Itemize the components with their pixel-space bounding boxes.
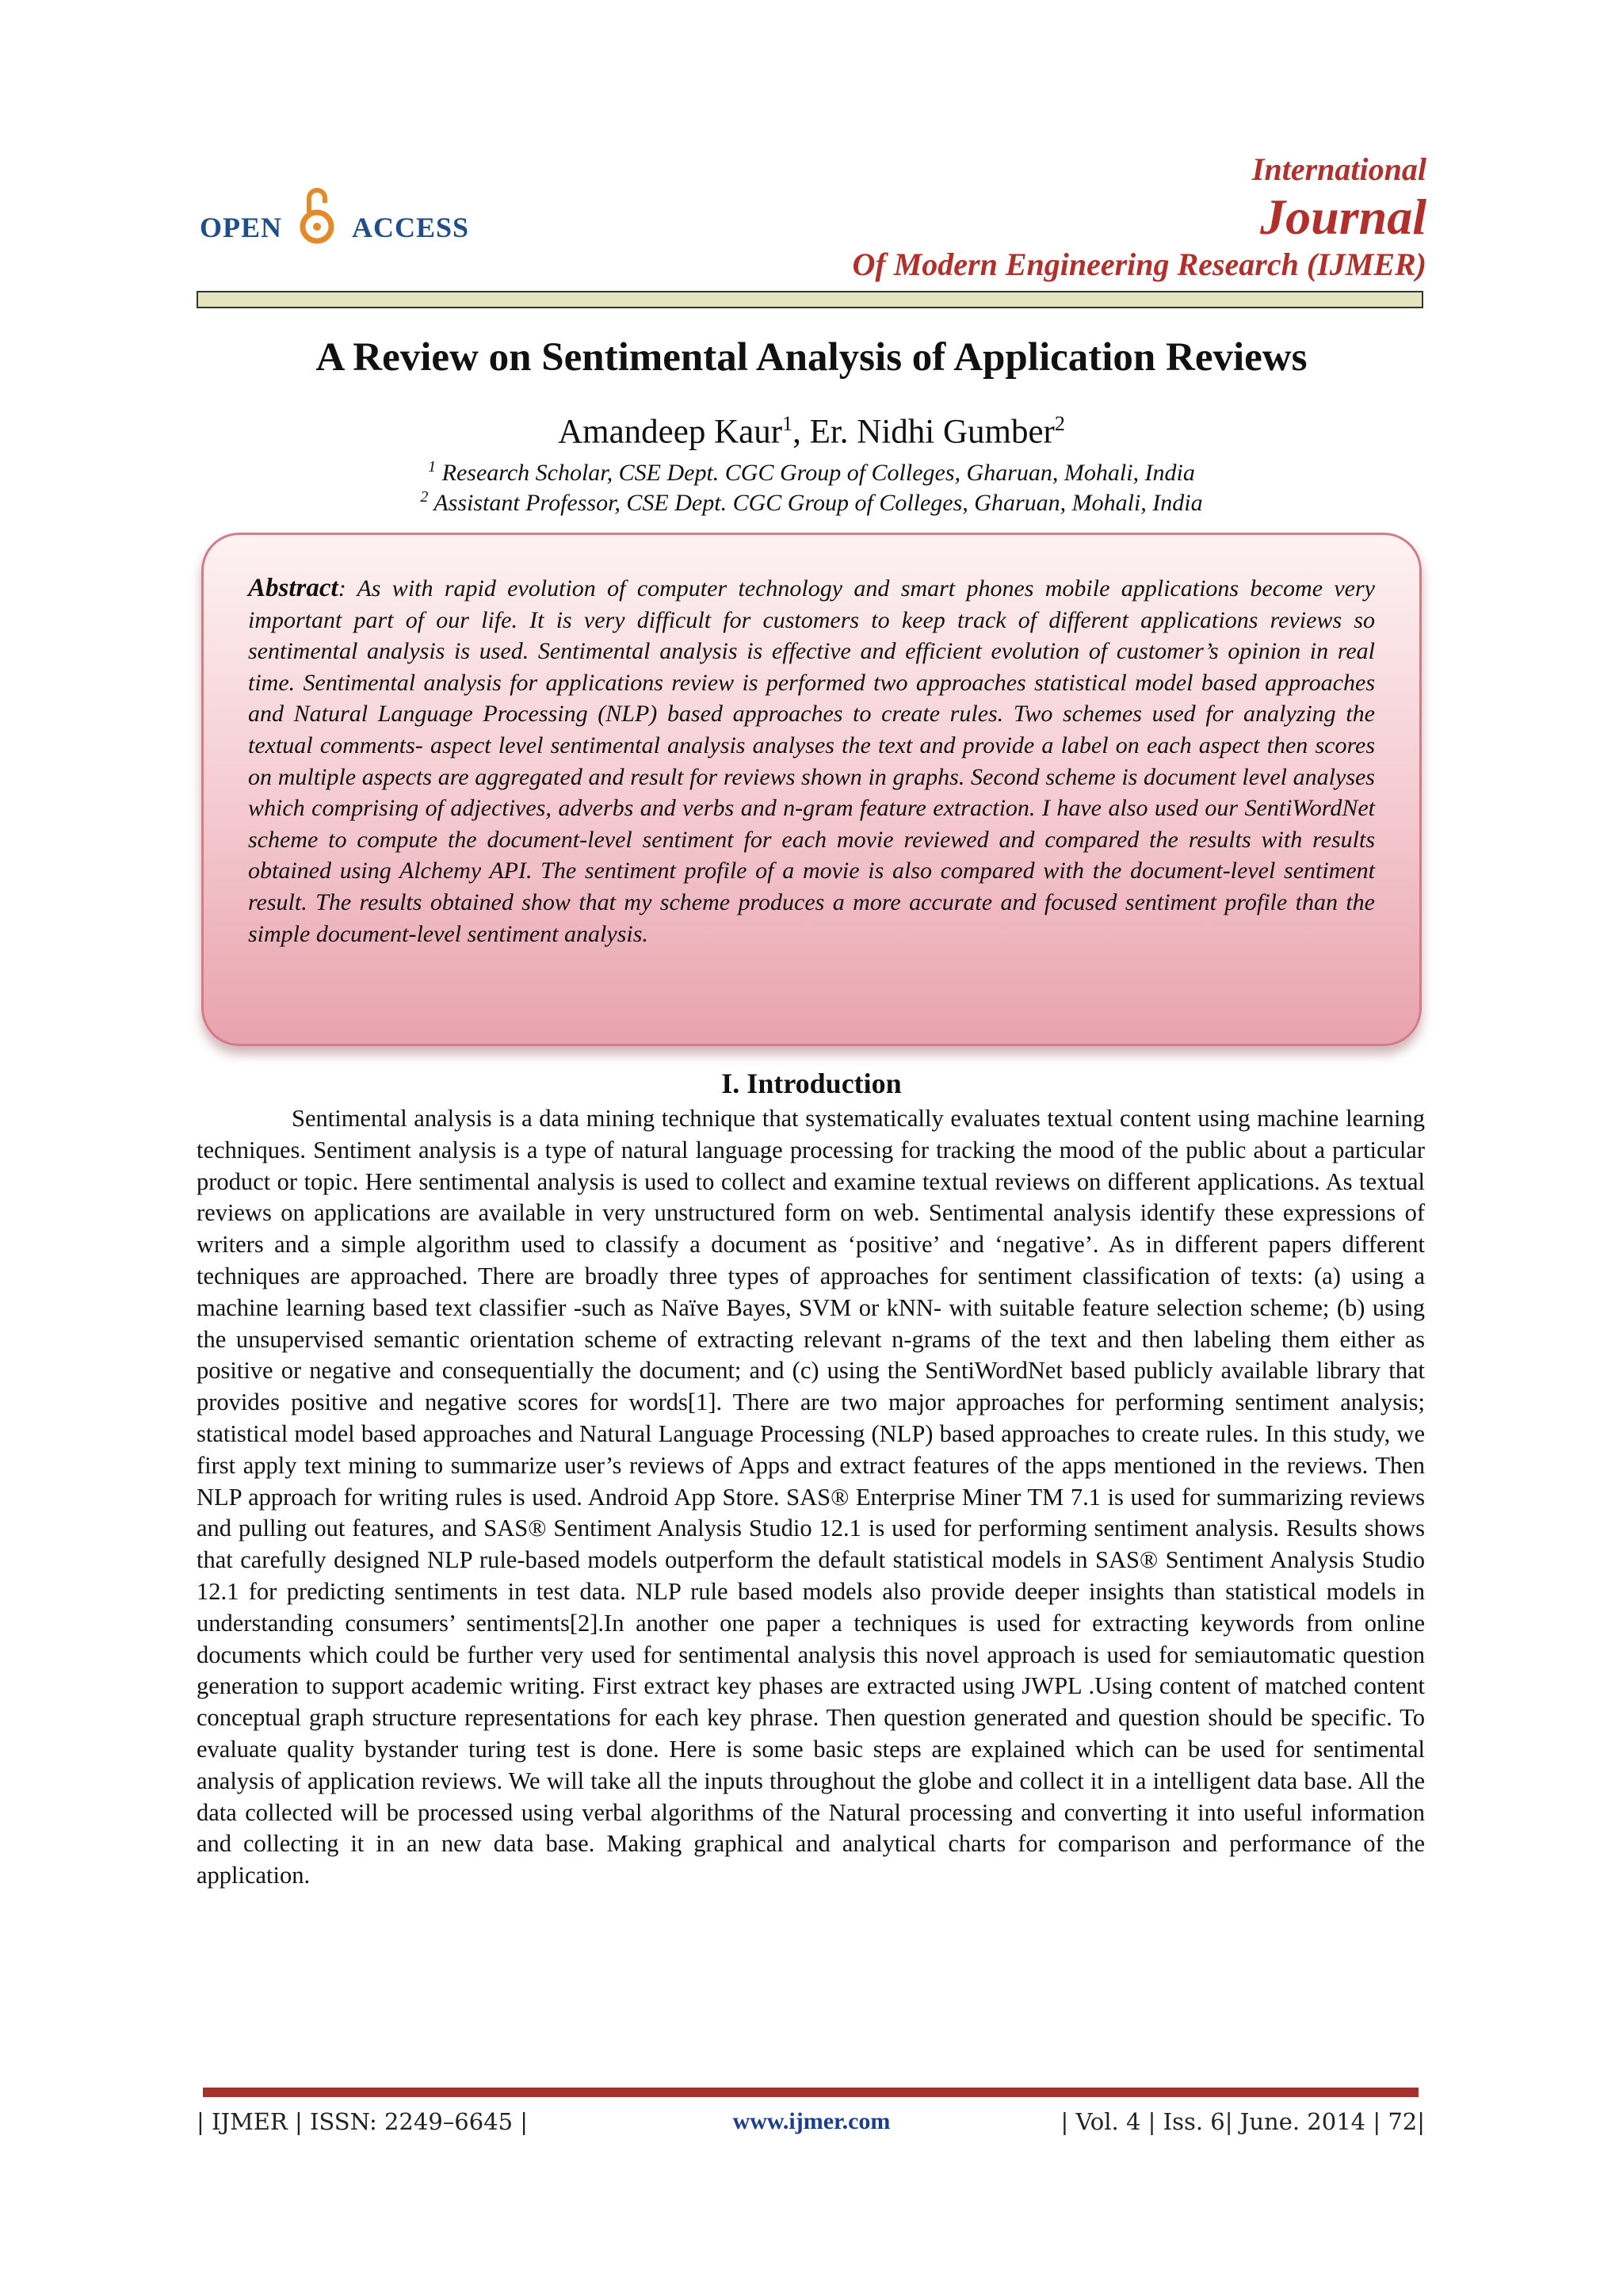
affiliation-2-sup: 2: [420, 488, 429, 506]
author-1-sup: 1: [782, 412, 793, 435]
abstract-paragraph: [248, 573, 1375, 949]
author-2: Er. Nidhi Gumber: [809, 413, 1055, 451]
abstract-box: [201, 533, 1422, 1046]
abstract-text: : As with rapid evolution of computer technology and smart phones mobile applications become very important part of our life. It is very difficult for customers to keep track of different applications reviews so sentimental analysis is used. Sentimental analysis is effective and efficient evolution of customer’s opinion in real time. Sentimental analysis for applications review is performed two approaches statistical model based approaches and Natural Language Processing (NLP) based approaches to create rules. Two schemes used for analyzing the textual comments- aspect level sentimental analysis analyses the text and provide a label on each aspect then scores on multiple aspects are aggregated and result for reviews shown in graphs. Second scheme is document level analyses which comprising of adjectives, adverbs and verbs and n-gram feature extraction. I have also used our SentiWordNet scheme to compute the document-level sentiment for each movie reviewed and compared the results with results obtained using Alchemy API. The sentiment profile of a movie is also compared with the document-level sentiment result. The results obtained show that my scheme produces a more accurate and focused sentiment profile than the simple document-level sentiment analysis.: [248, 575, 1375, 947]
paper-title: A Review on Sentimental Analysis of Application Reviews: [315, 335, 1308, 380]
footer-volume-info: | Vol. 4 | Iss. 6| June. 2014 | 72|: [1060, 2108, 1425, 2135]
affiliation-2-text: Assistant Professor, CSE Dept. CGC Group of Colleges, Gharuan, Mohali, India: [433, 490, 1203, 516]
author-1: Amandeep Kaur: [558, 413, 783, 451]
footer-website-link[interactable]: www.ijmer.com: [732, 2108, 891, 2134]
footer-issn: | IJMER | ISSN: 2249–6645 |: [197, 2108, 529, 2135]
footer-rule: [203, 2088, 1419, 2097]
header-divider-bar: [197, 291, 1423, 308]
introduction-body: Sentimental analysis is a data mining technique that systematically evaluates textual content using machine learning techniques. Sentiment analysis is a type of natural language processing for tracking the mood of the public about a particular product or topic. Here sentimental analysis is used to collect and examine textual reviews on different applications. As textual reviews on applications are available in very unstructured form on web. Sentimental analysis identify these expressions of writers and a simple algorithm used to classify a document as ‘positive’ and ‘negative’. As in different papers different techniques are approached. There are broadly three types of approaches for sentiment classification of texts: (a) using a machine learning based text classifier -such as Naïve Bayes, SVM or kNN- with suitable feature selection scheme; (b) using the unsupervised semantic orientation scheme of extracting relevant n-grams of the text and then labeling them either as positive or negative and consequentially the document; and (c) using the SentiWordNet based publicly available library that provides positive and negative scores for words[1]. There are two major approaches for performing sentiment analysis; statistical model based approaches and Natural Language Processing (NLP) based approaches to create rules. In this study, we first apply text mining to summarize user’s reviews of Apps and extract features of the apps mentioned in the reviews. Then NLP approach for writing rules is used. Android App Store. SAS® Enterprise Miner TM 7.1 is used for summarizing reviews and pulling out features, and SAS® Sentiment Analysis Studio 12.1 is used for performing sentiment analysis. Results shows that carefully designed NLP rule-based models outperform the default statistical models in SAS® Sentiment Analysis Studio 12.1 for predicting sentiments in test data. NLP rule based models also provide deeper insights than statistical models in understanding consumers’ sentiments[2].In another one paper a techniques is used for extracting keywords from online documents which could be further very used for sentimental analysis this novel approach is used for semiautomatic question generation to support academic writing. First extract key phases are extracted using JWPL .Using content of matched content conceptual graph structure representations for each key phrase. Then question generated and question should be specific. To evaluate quality bystander turing test is done. Here is some basic steps are explained which can be used for sentimental analysis of application reviews. We will take all the inputs throughout the globe and collect it in a intelligent data base. All the data collected will be processed using verbal algorithms of the Natural processing and converting it into useful information and collecting it in an new data base. Making graphical and analytical charts for comparison and performance of the application.: [197, 1105, 1425, 1889]
affiliation-1-text: Research Scholar, CSE Dept. CGC Group of Colleges, Gharuan, Mohali, India: [441, 460, 1195, 486]
affiliation-2: [0, 488, 1623, 517]
author-2-sup: 2: [1054, 412, 1065, 435]
journal-line-international: International: [1251, 151, 1426, 187]
access-label: ACCESS: [352, 212, 470, 243]
author-line: [0, 412, 1623, 451]
affiliation-1-sup: 1: [428, 458, 437, 476]
abstract-label: Abstract: [248, 574, 338, 602]
open-access-logo: [200, 197, 469, 258]
journal-masthead: [852, 151, 1426, 284]
affiliation-1: [0, 458, 1623, 487]
section-heading-introduction: I. Introduction: [721, 1068, 902, 1099]
open-label: OPEN: [200, 212, 283, 243]
journal-line-journal: Journal: [1260, 189, 1426, 245]
author-separator: ,: [792, 413, 810, 451]
open-access-lock-icon: [300, 185, 334, 247]
journal-line-subtitle: Of Modern Engineering Research (IJMER): [852, 246, 1426, 282]
